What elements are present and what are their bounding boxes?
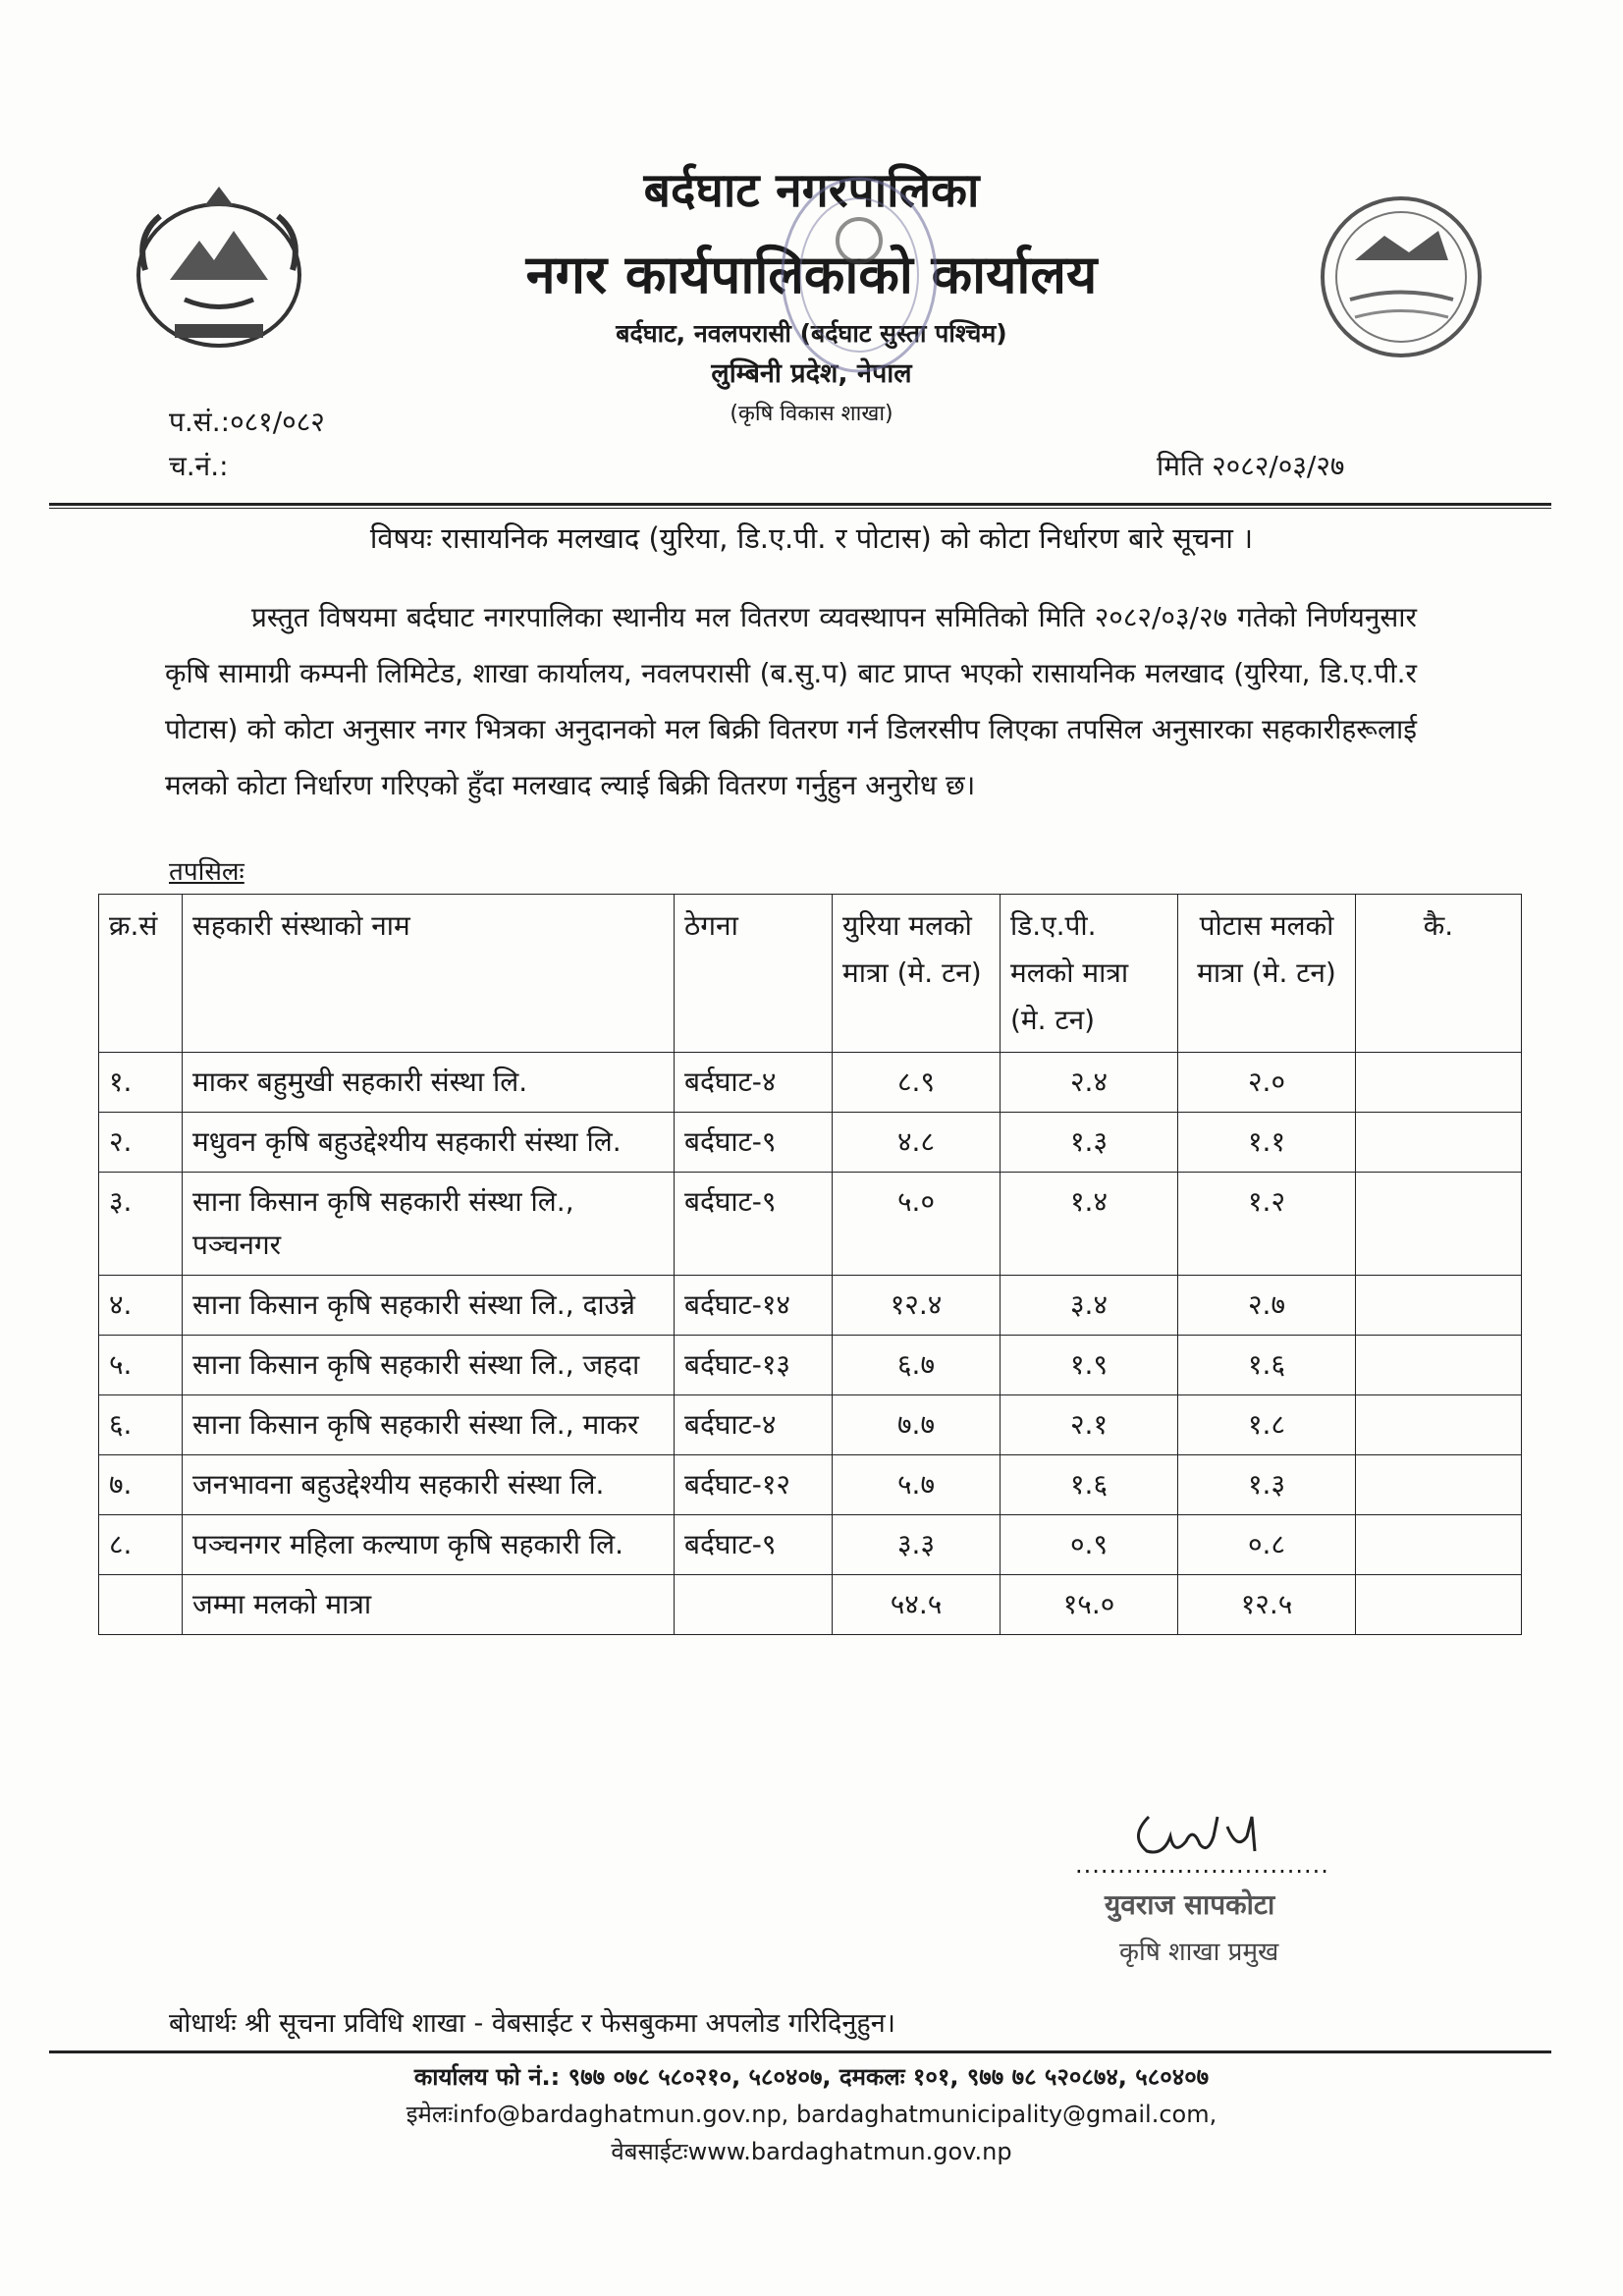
tapasil-label: तपसिलः [169,857,244,887]
cell-potash: १.८ [1178,1395,1356,1455]
header-urea: युरिया मलको मात्रा (मे. टन) [833,895,1001,1053]
table-row [99,1276,1522,1336]
cell-dap: १.४ [1001,1173,1178,1276]
signatory-role: कृषि शाखा प्रमुख [1119,1938,1279,1967]
header-address: ठेगना [675,895,833,1053]
dispatch-number: च.नं.: [169,450,229,482]
header-divider [49,503,1551,506]
cell-address: बर्दघाट-१२ [675,1455,833,1515]
cell-potash: १.६ [1178,1336,1356,1395]
header-potash: पोटास मलको मात्रा (मे. टन) [1178,895,1356,1053]
cell-potash: २.० [1178,1053,1356,1113]
cell-name: साना किसान कृषि सहकारी संस्था लि., जहदा [183,1336,675,1395]
cell-potash: १.२ [1178,1173,1356,1276]
header-name: सहकारी संस्थाको नाम [183,895,675,1053]
cell-remarks [1356,1336,1522,1395]
branch-name: (कृषि विकास शाखा) [730,402,893,426]
cell-dap: ०.९ [1001,1515,1178,1575]
header-remarks: कै. [1356,895,1522,1053]
cell-urea: ७.७ [833,1395,1001,1455]
cell-urea: ५.७ [833,1455,1001,1515]
cell-name: मधुवन कृषि बहुउद्देश्यीय सहकारी संस्था लि. [183,1113,675,1173]
cell-address: बर्दघाट-१४ [675,1276,833,1336]
total-potash: १२.५ [1178,1575,1356,1635]
table-row [99,1455,1522,1515]
cell-sn: २. [99,1113,183,1173]
cell-urea: ६.७ [833,1336,1001,1395]
office-name: नगर कार्यपालिकाको कार्यालय [525,244,1098,305]
cell-dap: १.६ [1001,1455,1178,1515]
cell-remarks [1356,1276,1522,1336]
cell-remarks [1356,1515,1522,1575]
cell-potash: ०.८ [1178,1515,1356,1575]
cell-sn: ४. [99,1276,183,1336]
province-line: लुम्बिनी प्रदेश, नेपाल [711,358,912,389]
cell-name: जनभावना बहुउद्देश्यीय सहकारी संस्था लि. [183,1455,675,1515]
cell-dap: १.३ [1001,1113,1178,1173]
footer-phone: कार्यालय फो नं.: ९७७ ०७८ ५८०२१०, ५८०४०७, दमकलः १०१, ९७७ ७८ ५२०८७४, ५८०४०७ [413,2063,1210,2091]
total-label: जम्मा मलको मात्रा [183,1575,675,1635]
footer-email: इमेलःinfo@bardaghatmun.gov.np, bardaghatmunicipality@gmail.com, [406,2101,1217,2128]
cell-name: पञ्चनगर महिला कल्याण कृषि सहकारी लि. [183,1515,675,1575]
header-divider-thin [49,508,1551,509]
cell-remarks [1356,1113,1522,1173]
table-row [99,1395,1522,1455]
cell-address: बर्दघाट-९ [675,1113,833,1173]
cc-note: बोधार्थः श्री सूचना प्रविधि शाखा - वेबसाईट र फेसबुकमा अपलोड गरिदिनुहुन। [169,2008,895,2039]
cell-sn [99,1575,183,1635]
cell-dap: २.४ [1001,1053,1178,1113]
cell-potash: १.१ [1178,1113,1356,1173]
table-row [99,1053,1522,1113]
header-sn: क्र.सं [99,895,183,1053]
cell-potash: २.७ [1178,1276,1356,1336]
cell-name: माकर बहुमुखी सहकारी संस्था लि. [183,1053,675,1113]
cell-dap: १.९ [1001,1336,1178,1395]
table-row [99,1173,1522,1276]
letter-date: मिति २०८२/०३/२७ [1157,450,1345,482]
cell-sn: १. [99,1053,183,1113]
cell-address: बर्दघाट-४ [675,1395,833,1455]
office-stamp-icon [776,172,943,378]
footer-divider [49,2050,1551,2053]
cell-name: साना किसान कृषि सहकारी संस्था लि., दाउन्ने [183,1276,675,1336]
cell-dap: २.१ [1001,1395,1178,1455]
cell-remarks [1356,1395,1522,1455]
cell-remarks [1356,1173,1522,1276]
cell-name: साना किसान कृषि सहकारी संस्था लि., माकर [183,1395,675,1455]
cell-name: साना किसान कृषि सहकारी संस्था लि., पञ्चनगर [183,1173,675,1276]
table-row [99,1336,1522,1395]
cell-address: बर्दघाट-४ [675,1053,833,1113]
cell-address: बर्दघाट-१३ [675,1336,833,1395]
cell-address: बर्दघाट-९ [675,1515,833,1575]
table-row [99,1515,1522,1575]
cell-urea: ४.८ [833,1113,1001,1173]
cell-sn: ८. [99,1515,183,1575]
cell-urea: १२.४ [833,1276,1001,1336]
cell-address [675,1575,833,1635]
table-header-row [99,895,1522,1053]
cell-remarks [1356,1053,1522,1113]
notice-body: प्रस्तुत विषयमा बर्दघाट नगरपालिका स्थानीय मल वितरण व्यवस्थापन समितिको मिति २०८२/०३/२७ गतेको निर्णयनुसार कृषि सामाग्री कम्पनी लिमिटेड, शाखा कार्यालय, नवलपरासी (ब.सु.प) बाट प्राप्त भएको रासायनिक मलखाद (युरिया, डि.ए.पी.र पोटास) को कोटा अनुसार नगर भित्रका अनुदानको मल बिक्री वितरण गर्न डिलरसीप लिएका तपसिल अनुसारका सहकारीहरूलाई मलको कोटा निर्धारण गरिएको हुँदा मलखाद ल्याई बिक्री वितरण गर्नुहुन अनुरोध छ। [165,601,1417,801]
total-dap: १५.० [1001,1575,1178,1635]
cell-urea: ८.९ [833,1053,1001,1113]
signatory-name: युवराज सापकोटा [1105,1888,1275,1921]
signature-dots: .............................. [1075,1851,1329,1879]
cell-dap: ३.४ [1001,1276,1178,1336]
cell-address: बर्दघाट-९ [675,1173,833,1276]
cell-sn: ३. [99,1173,183,1276]
quota-table [98,894,1522,1635]
municipality-name: बर्दघाट नगरपालिका [643,163,980,218]
header-dap: डि.ए.पी. मलको मात्रा (मे. टन) [1001,895,1178,1053]
footer-website: वेबसाईटःwww.bardaghatmun.gov.np [611,2138,1012,2165]
cell-sn: ५. [99,1336,183,1395]
subject-line: विषयः रासायनिक मलखाद (युरिया, डि.ए.पी. र पोटास) को कोटा निर्धारण बारे सूचना । [369,521,1254,555]
table-row [99,1113,1522,1173]
cell-remarks [1356,1575,1522,1635]
cell-sn: ६. [99,1395,183,1455]
cell-potash: १.३ [1178,1455,1356,1515]
total-urea: ५४.५ [833,1575,1001,1635]
letter-number: प.सं.:०८१/०८२ [169,406,325,438]
table-total-row [99,1575,1522,1635]
cell-sn: ७. [99,1455,183,1515]
cell-urea: ३.३ [833,1515,1001,1575]
cell-remarks [1356,1455,1522,1515]
office-address: बर्दघाट, नवलपरासी (बर्दघाट सुस्ता पश्चिम) [616,319,1007,348]
cell-urea: ५.० [833,1173,1001,1276]
